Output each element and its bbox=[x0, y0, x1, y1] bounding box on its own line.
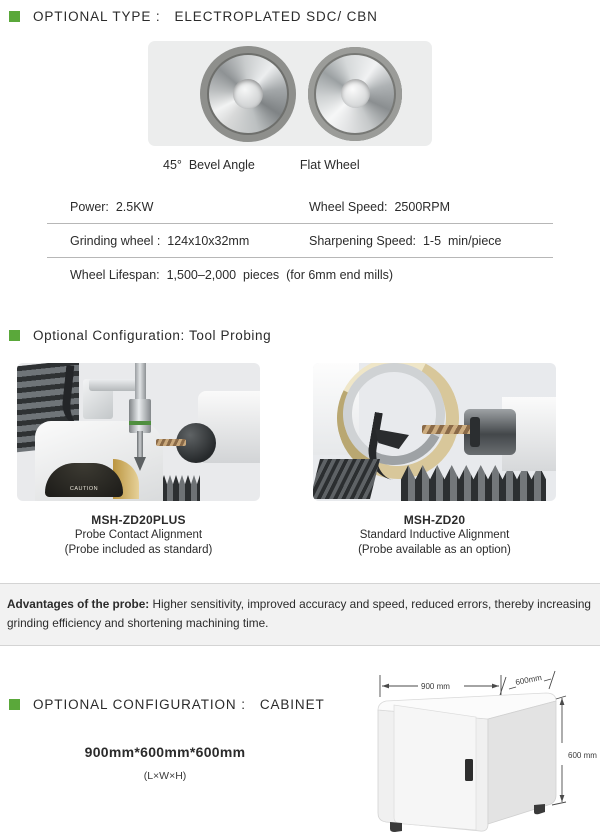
machine-brush bbox=[313, 459, 380, 499]
spec-wheel-speed: Wheel Speed: 2500RPM bbox=[309, 199, 451, 214]
end-mill-tool bbox=[422, 425, 470, 434]
spec-power: Power: 2.5KW bbox=[70, 199, 154, 214]
tool-chuck bbox=[464, 409, 516, 455]
green-square-bullet-icon bbox=[9, 11, 20, 22]
cabinet-door-handle bbox=[465, 759, 473, 781]
probe-body bbox=[129, 399, 151, 433]
inductive-alignment-machine-photo bbox=[313, 363, 556, 501]
cabinet-lwh-note: (L×W×H) bbox=[143, 770, 187, 782]
section-heading-optional-type bbox=[9, 9, 378, 24]
green-square-bullet-icon bbox=[9, 330, 20, 341]
advantages-label: Advantages of the probe: bbox=[7, 597, 150, 611]
probe-description-line1: Standard Inductive Alignment bbox=[359, 529, 510, 541]
cabinet-foot-left bbox=[390, 822, 402, 832]
probe-description-line2: (Probe included as standard) bbox=[64, 544, 213, 556]
section-heading-cabinet bbox=[9, 697, 325, 712]
grinding-wheels-photo bbox=[148, 41, 432, 146]
spec-wheel-lifespan: Wheel Lifespan: 1,500–2,000 pieces (for 6mm end mills) bbox=[70, 267, 394, 282]
green-square-bullet-icon bbox=[9, 699, 20, 710]
cabinet-body-shape bbox=[378, 693, 556, 832]
advantages-text: Higher sensitivity, improved accuracy and speed, reduced errors, thereby increasing grinding efficiency and shortening machining time. bbox=[7, 597, 591, 630]
section-heading-tool-probing bbox=[9, 328, 271, 343]
probe-tip bbox=[137, 431, 143, 459]
probe-caption-left bbox=[17, 513, 260, 558]
flat-grinding-wheel-image bbox=[308, 47, 402, 141]
width-dimension-label: 900 mm bbox=[421, 682, 450, 691]
bevel-grinding-wheel-image bbox=[200, 46, 296, 142]
probe-contact-machine-photo bbox=[17, 363, 260, 501]
probe-model-name: MSH-ZD20 bbox=[403, 513, 466, 527]
wheel-label-bevel: 45° Bevel Angle bbox=[163, 158, 255, 172]
cabinet-foot-right bbox=[534, 804, 545, 814]
height-dimension-label: 600 mm bbox=[568, 751, 597, 760]
advantages-callout bbox=[0, 583, 600, 646]
cabinet-dimensions-text: 900mm*600mm*600mm bbox=[84, 744, 246, 760]
spec-sharpening-speed: Sharpening Speed: 1-5 min/piece bbox=[309, 233, 502, 248]
cabinet-diagram bbox=[348, 665, 600, 833]
grinding-wheel-labels bbox=[148, 158, 432, 172]
table-row bbox=[47, 190, 553, 224]
depth-dimension-label: 600mm bbox=[514, 673, 543, 687]
section-heading-label: OPTIONAL TYPE : ELECTROPLATED SDC/ CBN bbox=[33, 9, 378, 24]
caution-label-icon: CAUTION bbox=[45, 463, 123, 497]
probe-description-line2: (Probe available as an option) bbox=[358, 544, 511, 556]
section-heading-label: Optional Configuration: Tool Probing bbox=[33, 328, 272, 343]
section-heading-label: OPTIONAL CONFIGURATION : CABINET bbox=[33, 697, 325, 712]
wheel-label-flat: Flat Wheel bbox=[299, 158, 360, 172]
table-row bbox=[47, 224, 553, 258]
probe-model-name: MSH-ZD20PLUS bbox=[91, 513, 186, 527]
end-mill-tool bbox=[156, 439, 186, 446]
probe-description-line1: Probe Contact Alignment bbox=[74, 529, 203, 541]
probe-caption-right bbox=[313, 513, 556, 558]
specification-table bbox=[47, 190, 553, 291]
spec-grinding-wheel: Grinding wheel : 124x10x32mm bbox=[70, 233, 250, 248]
table-row bbox=[47, 258, 553, 291]
